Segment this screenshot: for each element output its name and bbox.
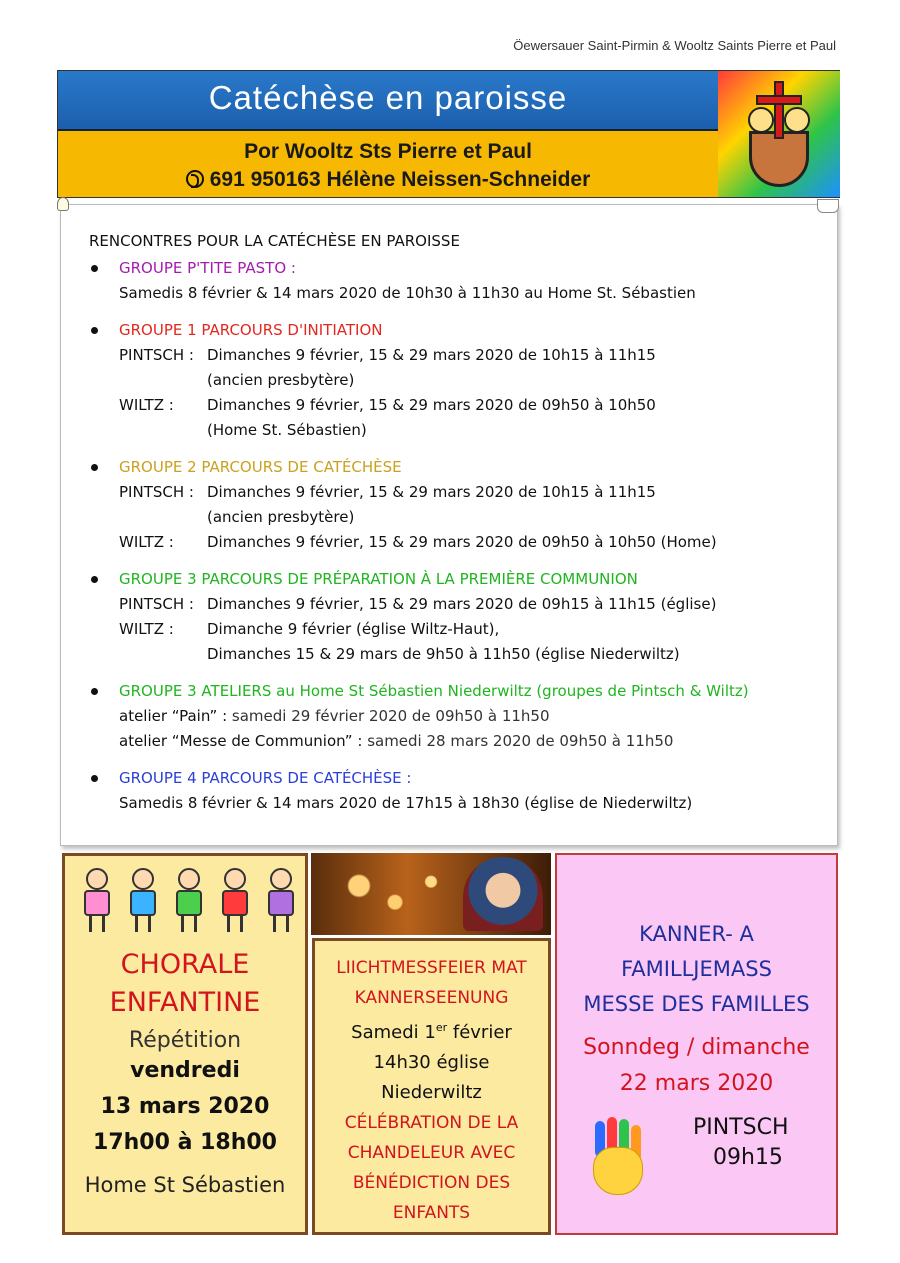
- child-icon: [217, 868, 251, 932]
- familles-day: Sonndeg / dimanche: [583, 1035, 810, 1060]
- group-line: Samedis 8 février & 14 mars 2020 de 17h15 à 18h30 (église de Niederwiltz): [119, 794, 693, 812]
- children-illustration: [73, 860, 303, 932]
- familles-time: 09h15: [713, 1145, 783, 1170]
- atelier-name: atelier “Messe de Communion” :: [119, 732, 363, 750]
- face-icon: [748, 107, 774, 133]
- schedule-row: [119, 592, 829, 617]
- liichtmess-line-9: ENFANTS: [392, 1203, 471, 1223]
- chorale-title-1: CHORALE: [120, 949, 250, 980]
- row-label: WILTZ :: [119, 533, 174, 551]
- cross-bar: [756, 95, 802, 105]
- liichtmess-time: 14h30 église: [373, 1052, 490, 1073]
- group-3-communion: [89, 567, 829, 667]
- banner-subtitle-bar: [58, 131, 718, 197]
- schedule-row: [119, 343, 829, 368]
- liichtmess-line-7: CHANDELEUR AVEC: [347, 1143, 516, 1163]
- familles-line-2: FAMILLJEMASS: [621, 957, 772, 981]
- schedule-row: [119, 393, 829, 418]
- schedule-heading: RENCONTRES POUR LA CATÉCHÈSE EN PAROISSE: [89, 232, 460, 250]
- liichtmess-place: Niederwiltz: [381, 1082, 482, 1103]
- chorale-time: 17h00 à 18h00: [93, 1130, 277, 1155]
- catechesis-logo: [718, 71, 840, 197]
- schedule-body: [89, 229, 829, 828]
- group-4: [89, 766, 829, 816]
- schedule-row: [119, 530, 829, 555]
- header-topline: Öewersauer Saint-Pirmin & Wooltz Saints Pierre et Paul: [513, 38, 836, 53]
- row-label: PINTSCH :: [119, 346, 194, 364]
- familles-panel: [555, 853, 838, 1235]
- atelier-row: [119, 704, 829, 729]
- banner-subtitle: Por Wooltz Sts Pierre et Paul: [244, 140, 532, 163]
- row-extra: (ancien presbytère): [207, 508, 355, 526]
- schedule-card: [60, 204, 838, 846]
- date-text: Samedi 1: [351, 1022, 436, 1043]
- group-title: GROUPE 4 PARCOURS DE CATÉCHÈSE :: [119, 769, 412, 787]
- row-label: PINTSCH :: [119, 595, 194, 613]
- child-icon: [125, 868, 159, 932]
- group-title: GROUPE 2 PARCOURS DE CATÉCHÈSE: [119, 458, 402, 476]
- row-text: Dimanches 9 février, 15 & 29 mars 2020 de 10h15 à 11h15: [207, 346, 656, 364]
- group-title: GROUPE 1 PARCOURS D'INITIATION: [119, 321, 383, 339]
- group-title: GROUPE P'TITE PASTO :: [119, 259, 296, 277]
- familles-line-3: MESSE DES FAMILLES: [583, 992, 810, 1016]
- familles-text: [557, 917, 836, 1102]
- date-month: février: [447, 1022, 512, 1043]
- chorale-title-2: ENFANTINE: [109, 987, 261, 1018]
- group-title: GROUPE 3 PARCOURS DE PRÉPARATION À LA PREMIÈRE COMMUNION: [119, 570, 638, 588]
- chorale-text: [65, 946, 305, 1197]
- atelier-text: samedi 28 mars 2020 de 09h50 à 11h50: [367, 732, 674, 750]
- group-ptite-pasto: [89, 256, 829, 306]
- pin-icon: [57, 197, 69, 211]
- chorale-date: 13 mars 2020: [100, 1094, 270, 1119]
- child-icon: [79, 868, 113, 932]
- group-2: [89, 455, 829, 555]
- atelier-text: samedi 29 février 2020 de 09h50 à 11h50: [231, 707, 550, 725]
- row-text: Dimanches 9 février, 15 & 29 mars 2020 de 10h15 à 11h15: [207, 483, 656, 501]
- liichtmess-line-1: LIICHTMESSFEIER MAT: [336, 958, 527, 978]
- contact-text: 691 950163 Hélène Neissen-Schneider: [209, 168, 591, 191]
- schedule-row: [119, 480, 829, 505]
- liichtmess-text: [315, 953, 548, 1228]
- chorale-panel: [62, 853, 308, 1235]
- row-text: Dimanche 9 février (église Wiltz-Haut),: [207, 620, 500, 638]
- header-banner: [57, 70, 840, 198]
- liichtmess-panel: [312, 938, 551, 1235]
- painted-hand-icon: [585, 1117, 651, 1203]
- familles-place: PINTSCH: [693, 1115, 789, 1140]
- row-extra: Dimanches 15 & 29 mars de 9h50 à 11h50 (église Niederwiltz): [207, 645, 680, 663]
- schedule-row: [119, 617, 829, 642]
- group-1: [89, 318, 829, 443]
- liichtmess-date: [315, 1013, 548, 1048]
- child-icon: [171, 868, 205, 932]
- banner-contact: [58, 168, 718, 192]
- liichtmess-line-6: CÉLÉBRATION DE LA: [344, 1113, 519, 1133]
- date-sup: er: [435, 1021, 448, 1034]
- row-extra: (Home St. Sébastien): [207, 421, 367, 439]
- banner-title-bar: [58, 71, 718, 131]
- page-title: Catéchèse en paroisse: [208, 79, 568, 116]
- atelier-row: [119, 729, 829, 754]
- page-fold-icon: [817, 199, 839, 213]
- face-icon: [784, 107, 810, 133]
- row-extra: (ancien presbytère): [207, 371, 355, 389]
- group-title: GROUPE 3 ATELIERS au Home St Sébastien Niederwiltz (groupes de Pintsch & Wiltz): [119, 682, 749, 700]
- madonna-icon: [463, 857, 543, 931]
- row-text: Dimanches 9 février, 15 & 29 mars 2020 de 09h50 à 10h50 (Home): [207, 533, 717, 551]
- row-text: Dimanches 9 février, 15 & 29 mars 2020 de 09h50 à 10h50: [207, 396, 656, 414]
- row-label: WILTZ :: [119, 396, 174, 414]
- row-label: PINTSCH :: [119, 483, 194, 501]
- row-text: Dimanches 9 février, 15 & 29 mars 2020 de 09h15 à 11h15 (église): [207, 595, 717, 613]
- liichtmess-line-2: KANNERSEENUNG: [354, 988, 509, 1008]
- child-icon: [263, 868, 297, 932]
- chorale-place: Home St Sébastien: [84, 1173, 286, 1197]
- familles-date: 22 mars 2020: [619, 1071, 774, 1096]
- group-line: Samedis 8 février & 14 mars 2020 de 10h30 à 11h30 au Home St. Sébastien: [119, 284, 696, 302]
- chorale-rep: Répétition: [128, 1028, 242, 1053]
- atelier-name: atelier “Pain” :: [119, 707, 228, 725]
- group-3-ateliers: [89, 679, 829, 754]
- cross-icon: [774, 81, 784, 139]
- familles-location: [693, 1113, 789, 1173]
- candles-madonna-image: [311, 853, 551, 935]
- row-label: WILTZ :: [119, 620, 174, 638]
- liichtmess-line-8: BÉNÉDICTION DES: [352, 1173, 511, 1193]
- boat-icon: [749, 131, 809, 187]
- familles-line-1: KANNER- A: [639, 922, 754, 946]
- chorale-day: vendredi: [130, 1058, 240, 1083]
- phone-icon: [186, 170, 204, 188]
